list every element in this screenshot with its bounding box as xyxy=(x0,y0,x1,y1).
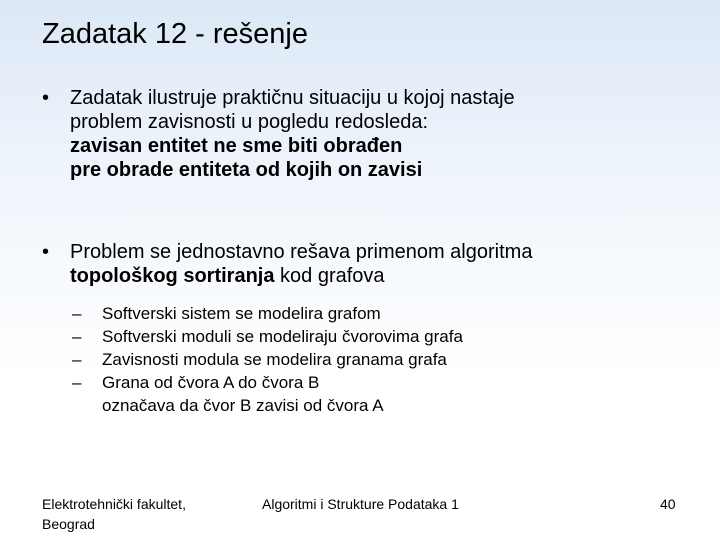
bullet-2 xyxy=(42,240,532,288)
sub-bullet-text: Zavisnosti modula se modelira granama grafa xyxy=(102,350,447,369)
bullet-1 xyxy=(42,86,515,182)
sub-bullet-text: Softverski moduli se modeliraju čvorovima grafa xyxy=(102,327,463,346)
footer-institution-line-2: Beograd xyxy=(42,516,95,532)
sub-bullet-line-1: Grana od čvora A do čvora B xyxy=(102,373,320,392)
slide-title: Zadatak 12 - rešenje xyxy=(42,18,308,50)
bullet-2-rest: kod grafova xyxy=(274,265,385,287)
footer-institution-line-1: Elektrotehnički fakultet, xyxy=(42,496,186,512)
bullet-marker: • xyxy=(42,241,50,263)
bullet-1-line-2: problem zavisnosti u pogledu redosleda: xyxy=(70,111,428,133)
sub-bullet-text xyxy=(102,371,463,417)
bullet-2-bold-term: topološkog sortiranja xyxy=(70,265,275,287)
bullet-1-line-4: pre obrade entiteta od kojih on zavisi xyxy=(70,159,423,181)
bullet-2-line-2 xyxy=(70,264,532,288)
sub-bullet xyxy=(72,302,463,325)
sub-bullet-line-2: označava da čvor B zavisi od čvora A xyxy=(102,396,384,415)
sub-bullet xyxy=(72,371,463,417)
bullet-2-line-1: Problem se jednostavno rešava primenom algoritma xyxy=(70,241,533,263)
footer-course: Algoritmi i Strukture Podataka 1 xyxy=(262,496,459,512)
dash-marker: – xyxy=(72,373,82,392)
bullet-marker: • xyxy=(42,87,50,109)
page-number: 40 xyxy=(660,496,676,512)
bullet-1-line-3: zavisan entitet ne sme biti obrađen xyxy=(70,135,403,157)
dash-marker: – xyxy=(72,304,82,323)
sub-bullet-list xyxy=(72,302,463,417)
footer-institution xyxy=(42,494,186,534)
bullet-1-line-1: Zadatak ilustruje praktičnu situaciju u kojoj nastaje xyxy=(70,87,515,109)
dash-marker: – xyxy=(72,350,82,369)
dash-marker: – xyxy=(72,327,82,346)
sub-bullet xyxy=(72,348,463,371)
sub-bullet-text: Softverski sistem se modelira grafom xyxy=(102,304,381,323)
sub-bullet xyxy=(72,325,463,348)
